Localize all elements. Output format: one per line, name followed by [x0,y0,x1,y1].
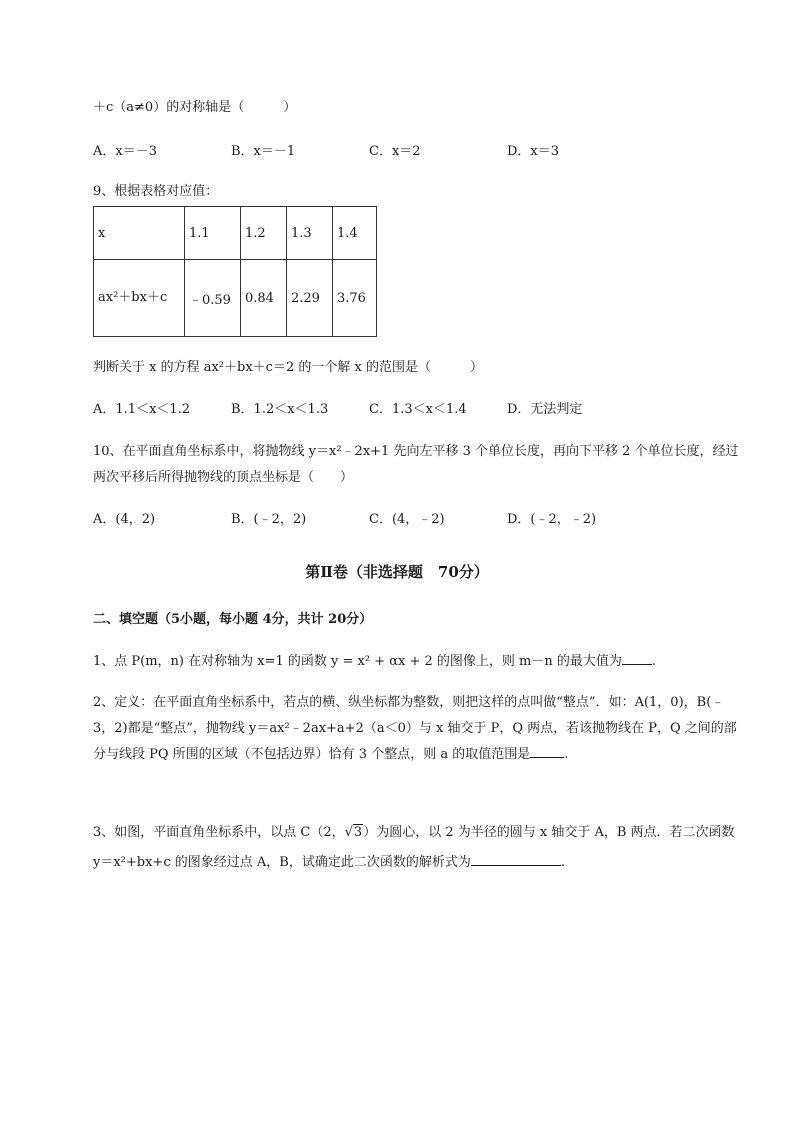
fill1-question [93,652,656,672]
fill2-answer-blank[interactable] [530,745,564,758]
fill3-question [93,818,741,878]
q10-option-b[interactable]: B．(﹣2，2) [231,512,307,527]
table-cell: 1.4 [333,207,377,260]
table-cell: 1.2 [241,207,287,260]
q8-option-b[interactable]: B．x＝－1 [231,144,296,159]
table-cell: 0.84 [241,260,287,337]
fill1-text: 1、点 P(m，n) 在对称轴为 x=1 的函数 y = x² + αx + 2 的图像上，则 m－n 的最大值为 [93,654,622,669]
sqrt-radicand: 3 [353,825,363,840]
table-cell: ﹣0.59 [185,260,241,337]
fill1-answer-blank[interactable] [622,652,652,665]
fill2-end: . [564,747,569,762]
fill2-question [93,690,741,768]
table-cell: x [94,207,185,260]
q9-option-c[interactable]: C．1.3＜x＜1.4 [369,402,467,417]
fill1-end: . [651,654,656,669]
q8-options [93,142,713,162]
q10-option-c[interactable]: C．(4，﹣2) [369,512,445,527]
q8-option-d[interactable]: D．x＝3 [507,144,560,159]
q9-value-table [93,206,377,337]
table-cell: 1.1 [185,207,241,260]
sqrt-expression: √3 [344,825,363,840]
fill3-answer-blank[interactable] [471,853,561,866]
fill2-text: 2、定义：在平面直角坐标系中，若点的横、纵坐标都为整数，则把这样的点叫做“整点”．如：A(1，0)，B(﹣3，2)都是“整点”，抛物线 y＝ax²﹣2ax+a+2（a＜0）与 x 轴交于 P，Q 两点，若该抛物线在 P，Q 之间的部分与线段 PQ 所围的区域（不包括边界）恰有 3 个整点，则 a 的取值范围是 [93,695,737,762]
q9-question: 判断关于 x 的方程 ax²＋bx＋c＝2 的一个解 x 的范围是（ ） [93,360,483,375]
part2-heading: 二、填空题（5小题，每小题 4分，共计 20分） [93,612,373,627]
table-cell: ax²＋bx＋c [94,260,185,337]
table-cell: 2.29 [287,260,333,337]
table-cell: 1.3 [287,207,333,260]
q10-option-d[interactable]: D．(﹣2，﹣2) [507,512,597,527]
q9-option-a[interactable]: A．1.1＜x＜1.2 [93,402,191,417]
table-row [94,207,377,260]
fill3-text-middle: ）为圆心，以 2 为半径的圆与 x 轴交于 A，B 两点．若二次函数 y＝x²+bx+c 的图象经过点 A，B，试确定此二次函数的解析式为 [93,825,735,870]
q9-options [93,400,713,420]
section-title: 第Ⅱ卷（非选择题 70分） [305,563,489,581]
q8-stem-tail: ＋c（a≠0）的对称轴是（ ） [93,100,297,115]
q10-option-a[interactable]: A．(4，2) [93,512,156,527]
fill3-text-start: 3、如图，平面直角坐标系中，以点 C（2， [93,825,345,840]
q8-option-a[interactable]: A．x＝－3 [93,144,157,159]
q8-option-c[interactable]: C．x＝2 [369,144,421,159]
q9-option-b[interactable]: B．1.2＜x＜1.3 [231,402,329,417]
q9-stem: 9、根据表格对应值： [93,184,219,199]
q9-option-d[interactable]: D．无法判定 [507,402,583,417]
table-row [94,260,377,337]
table-cell: 3.76 [333,260,377,337]
q10-stem: 10、在平面直角坐标系中，将抛物线 y＝x²﹣2x+1 先向左平移 3 个单位长度，再向下平移 2 个单位长度，经过两次平移后所得抛物线的顶点坐标是（ ） [93,444,739,485]
q10-options [93,510,713,530]
fill3-end: . [560,855,565,870]
